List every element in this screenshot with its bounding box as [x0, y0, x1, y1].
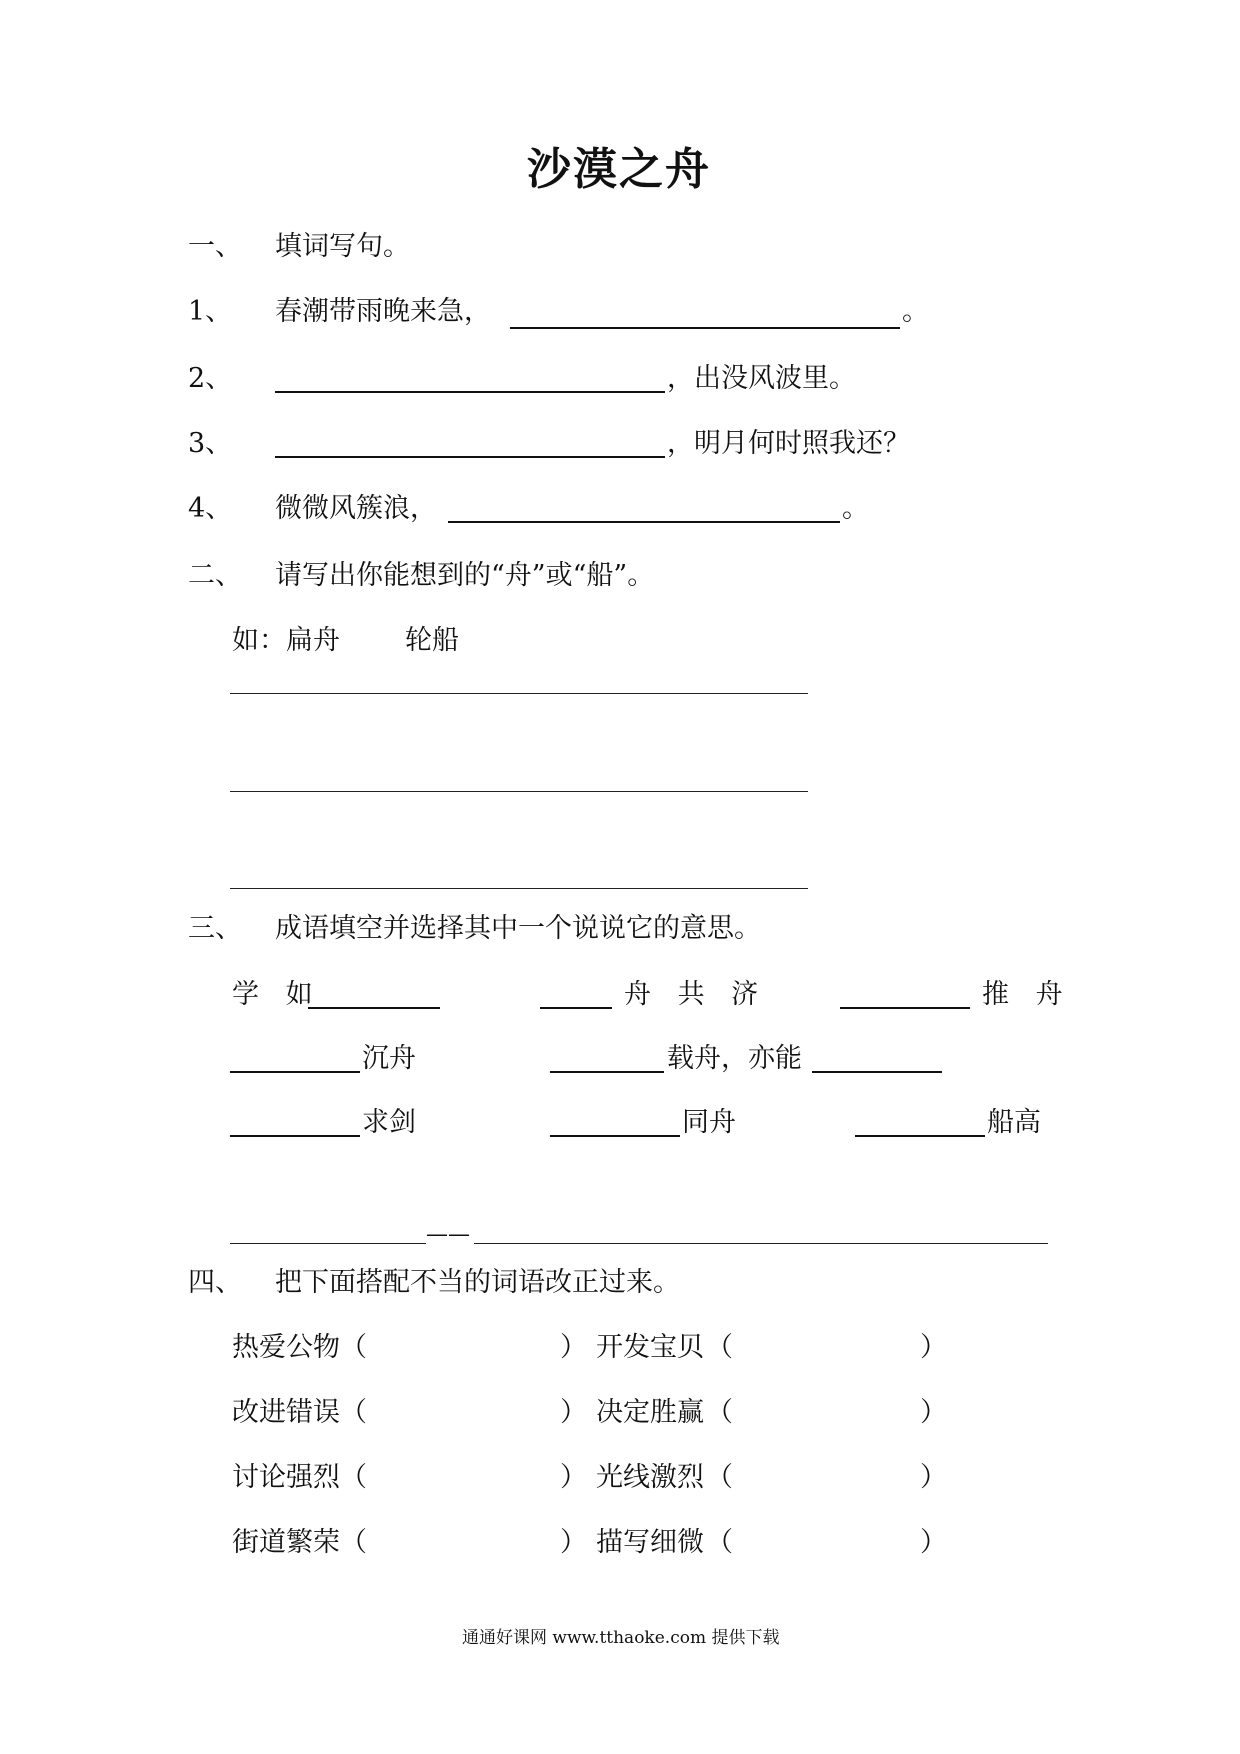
pair-3-b-close: ）	[920, 1462, 947, 1493]
section-2-number: 二、	[188, 560, 242, 591]
item-1-suffix: 。	[902, 296, 929, 327]
answer-line-2[interactable]	[230, 791, 808, 792]
idiom-4-text: 沉舟	[362, 1043, 416, 1074]
pair-2-a-close: ）	[560, 1397, 587, 1428]
idiom-3-text: 推 舟	[982, 979, 1072, 1010]
item-3-suffix: ，明月何时照我还？	[667, 428, 910, 459]
pair-4-a: 街道繁荣	[232, 1527, 340, 1558]
section-4-number: 四、	[188, 1267, 242, 1298]
item-1-number: 1、	[188, 296, 233, 327]
section-1-heading: 填词写句。	[275, 231, 410, 262]
idiom-7-blank[interactable]	[550, 1135, 680, 1137]
explain-dash: ——	[426, 1222, 470, 1247]
idiom-7-text: 同舟	[682, 1107, 736, 1138]
item-4-number: 4、	[188, 493, 233, 524]
idiom-8-text: 船高	[987, 1107, 1041, 1138]
pair-4-a-close: ）	[560, 1527, 587, 1558]
item-4-blank[interactable]	[448, 521, 840, 523]
pair-1-a: 热爱公物	[232, 1332, 340, 1363]
pair-4-b: 描写细微	[596, 1527, 704, 1558]
pair-1-a-close: ）	[560, 1332, 587, 1363]
pair-3-b-open: （	[706, 1462, 733, 1493]
pair-2-b: 决定胜赢	[596, 1397, 704, 1428]
idiom-6-blank[interactable]	[230, 1135, 360, 1137]
idiom-2-text: 舟 共 济	[624, 979, 768, 1010]
pair-4-b-close: ）	[920, 1527, 947, 1558]
pair-3-a: 讨论强烈	[232, 1462, 340, 1493]
idiom-8-blank[interactable]	[855, 1135, 985, 1137]
section-2-example-1: 如：扁舟	[232, 625, 340, 656]
pair-1-b-open: （	[706, 1332, 733, 1363]
item-3-number: 3、	[188, 428, 233, 459]
pair-4-a-open: （	[340, 1527, 367, 1558]
answer-line-3[interactable]	[230, 888, 808, 889]
item-1-prefix: 春潮带雨晚来急，	[275, 296, 491, 327]
pair-2-a-open: （	[340, 1397, 367, 1428]
idiom-5-text: 载舟，亦能	[667, 1043, 802, 1074]
pair-1-b-close: ）	[920, 1332, 947, 1363]
pair-2-a: 改进错误	[232, 1397, 340, 1428]
explain-idiom-line[interactable]	[230, 1243, 426, 1244]
idiom-6-text: 求剑	[362, 1107, 416, 1138]
item-4-prefix: 微微风簇浪，	[275, 493, 437, 524]
pair-3-b: 光线激烈	[596, 1462, 704, 1493]
pair-1-a-open: （	[340, 1332, 367, 1363]
pair-1-b: 开发宝贝	[596, 1332, 704, 1363]
pair-3-a-close: ）	[560, 1462, 587, 1493]
section-1-number: 一、	[188, 231, 242, 262]
idiom-1-text: 学 如	[232, 979, 322, 1010]
item-2-number: 2、	[188, 363, 233, 394]
footer-source: 通通好课网 www.tthaoke.com 提供下载	[462, 1628, 780, 1648]
idiom-5-blank-a[interactable]	[550, 1071, 664, 1073]
pair-2-b-open: （	[706, 1397, 733, 1428]
section-2-heading: 请写出你能想到的“舟”或“船”。	[275, 560, 655, 591]
idiom-2-blank[interactable]	[540, 1007, 612, 1009]
answer-line-1[interactable]	[230, 693, 808, 694]
item-1-blank[interactable]	[510, 327, 900, 329]
pair-3-a-open: （	[340, 1462, 367, 1493]
idiom-5-blank-b[interactable]	[812, 1071, 942, 1073]
item-4-suffix: 。	[842, 493, 869, 524]
idiom-1-blank[interactable]	[308, 1007, 440, 1009]
pair-2-b-close: ）	[920, 1397, 947, 1428]
idiom-3-blank[interactable]	[840, 1007, 970, 1009]
section-2-example-2: 轮船	[405, 625, 459, 656]
item-2-blank[interactable]	[275, 391, 665, 393]
pair-4-b-open: （	[706, 1527, 733, 1558]
section-4-heading: 把下面搭配不当的词语改正过来。	[275, 1267, 680, 1298]
item-3-blank[interactable]	[275, 456, 665, 458]
idiom-4-blank[interactable]	[230, 1071, 360, 1073]
explain-meaning-line[interactable]	[474, 1243, 1048, 1244]
item-2-suffix: ，出没风波里。	[667, 363, 856, 394]
section-3-number: 三、	[188, 913, 242, 944]
section-3-heading: 成语填空并选择其中一个说说它的意思。	[275, 913, 761, 944]
page-title: 沙漠之舟	[527, 144, 711, 195]
